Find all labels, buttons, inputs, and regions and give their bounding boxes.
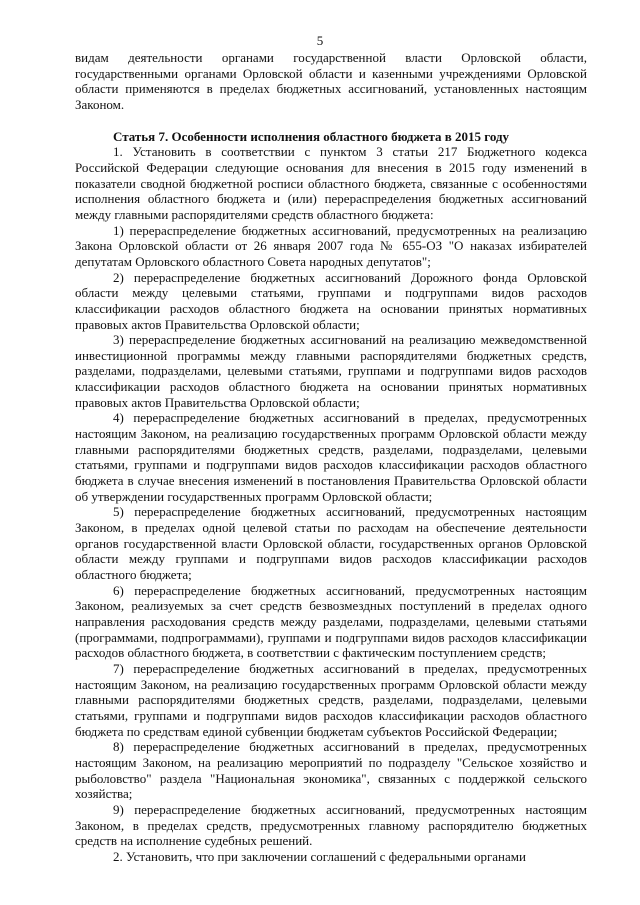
list-item-1: 1) перераспределение бюджетных ассигнований, предусмотренных на реализацию Закона Орловской области от 26 января 2007 года № 655-ОЗ "О наказах избирателей депутатам Орловского областного Совета народных депутатов"; [75,222,587,269]
list-item-6: 6) перераспределение бюджетных ассигнований, предусмотренных настоящим Законом, реализуемых за счет средств безвозмездных поступлений в пределах одного направления расходования средств между разделами, подразделами, целевыми статьями (программами, подпрограммами), группами и подгруппами видов расходов классификации расходов областного бюджета, в соответствии с фактическим поступлением средств; [75,582,587,661]
list-item-4: 4) перераспределение бюджетных ассигнований в пределах, предусмотренных настоящим Законом, на реализацию государственных программ Орловской области между главными распорядителями бюджетных средств, разделами, подразделами, целевыми статьями, группами и подгруппами видов расходов классификации расходов областного бюджета в случае внесения изменений в постановления Правительства Орловской области об утверждении государственных программ Орловской области; [75,410,587,504]
paragraph-clause-1: 1. Установить в соответствии с пунктом 3 статьи 217 Бюджетного кодекса Российской Федерации следующие основания для внесения в 2015 году изменений в показатели сводной бюджетной росписи областного бюджета, связанные с особенностями исполнения областного бюджета и (или) перераспределения бюджетных ассигнований между главными распорядителями средств областного бюджета: [75,144,587,222]
list-item-8: 8) перераспределение бюджетных ассигнований в пределах, предусмотренных настоящим Законом, на реализацию мероприятий по подразделу "Сельское хозяйство и рыболовство" раздела "Национальная экономика", связанных с поддержкой сельского хозяйства; [75,739,587,802]
paragraph-clause-2: 2. Установить, что при заключении соглашений с федеральными органами [113,848,526,864]
list-item-2: 2) перераспределение бюджетных ассигнований Дорожного фонда Орловской области между целевыми статьями, группами и подгруппами видов расходов классификации расходов областного бюджета на основании принятых нормативных правовых актов Правительства Орловской области; [75,269,587,332]
page-number: 5 [316,33,324,48]
list-item-5: 5) перераспределение бюджетных ассигнований, предусмотренных настоящим Законом, в пределах одной целевой статьи по расходам на обеспечение деятельности органов государственной власти Орловской области, государственных органов Орловской области между группами и подгруппами видов расходов классификации расходов областного бюджета; [75,504,587,582]
list-item-7: 7) перераспределение бюджетных ассигнований в пределах, предусмотренных настоящим Законом, на реализацию государственных программ Орловской области между главными распорядителями бюджетных средств, разделами, подразделами, целевыми статьями, группами и подгруппами видов расходов классификации расходов областного бюджета по средствам единой субвенции бюджетам субъектов Российской Федерации; [75,660,587,739]
paragraph-continuation: видам деятельности органами государственной власти Орловской области, государственными органами Орловской области и казенными учреждениями Орловской области применяются в пределах бюджетных ассигнований, установленных настоящим Законом. [75,50,587,112]
document-body [75,50,587,864]
list-item-3: 3) перераспределение бюджетных ассигнований на реализацию межведомственной инвестиционной программы между главными распорядителями бюджетных средств, разделами, подразделами, целевыми статьями, группами и подгруппами видов расходов классификации расходов областного бюджета на основании принятых нормативных правовых актов Правительства Орловской области; [75,332,587,410]
article-heading: Статья 7. Особенности исполнения областного бюджета в 2015 году [113,128,510,144]
list-item-9: 9) перераспределение бюджетных ассигнований, предусмотренных настоящим Законом, в пределах средств, предусмотренных главному распорядителю бюджетных средств на исполнение судебных решений. [75,801,587,849]
